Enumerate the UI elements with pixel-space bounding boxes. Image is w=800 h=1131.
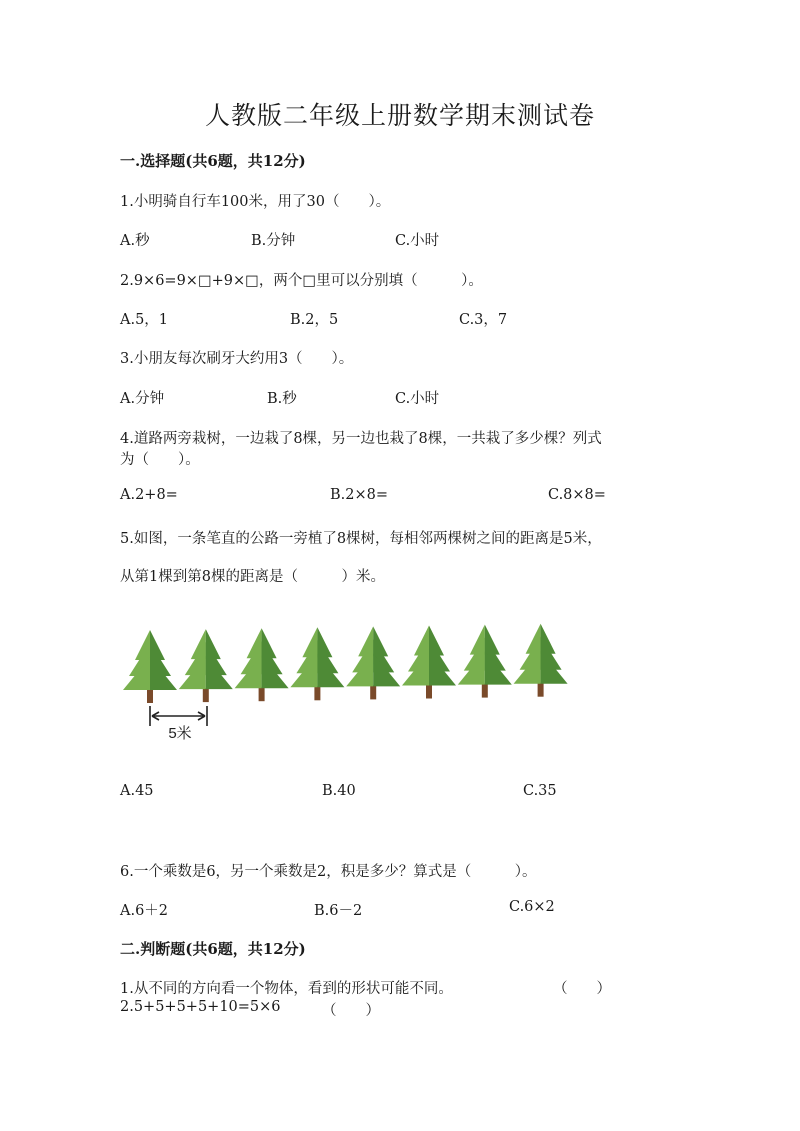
q4-option-a: A.2+8= xyxy=(120,487,178,503)
q3-option-c: C.小时 xyxy=(395,391,440,407)
tree-6 xyxy=(402,626,456,699)
q6-option-b: B.6－2 xyxy=(314,903,363,919)
question-5-line-2: 从第1棵到第8棵的距离是（ ）米。 xyxy=(120,569,385,585)
question-4-line-2: 为（ ）。 xyxy=(120,452,200,468)
trees-group xyxy=(123,624,568,703)
q5-option-c: C.35 xyxy=(523,783,557,799)
distance-label: 5米 xyxy=(168,725,192,742)
section-heading-choice: 一.选择题(共6题，共12分) xyxy=(120,152,306,170)
tree-4 xyxy=(290,627,344,700)
question-6: 6.一个乘数是6，另一个乘数是2，积是多少？算式是（ ）。 xyxy=(120,864,537,880)
question-3: 3.小朋友每次刷牙大约用3（ ）。 xyxy=(120,351,354,367)
q2-option-b: B.2，5 xyxy=(290,312,339,328)
q4-option-c: C.8×8= xyxy=(548,487,606,503)
q1-option-c: C.小时 xyxy=(395,233,440,249)
q3-option-a: A.分钟 xyxy=(120,391,165,407)
tree-3 xyxy=(235,628,289,701)
page-title: 人教版二年级上册数学期末测试卷 xyxy=(204,101,595,130)
q3-option-b: B.秒 xyxy=(267,391,297,407)
q5-option-a: A.45 xyxy=(120,783,154,799)
q5-option-b: B.40 xyxy=(322,783,356,799)
tree-5 xyxy=(346,626,400,699)
judgement-1-bracket: （ ） xyxy=(553,981,611,997)
q1-option-a: A.秒 xyxy=(120,233,150,249)
q1-option-b: B.分钟 xyxy=(251,233,296,249)
q4-option-b: B.2×8= xyxy=(330,487,389,503)
tree-2 xyxy=(179,629,233,702)
q2-option-c: C.3，7 xyxy=(459,312,508,328)
distance-marker xyxy=(150,706,207,726)
tree-7 xyxy=(458,625,512,698)
tree-row-figure xyxy=(118,620,578,750)
q6-option-c: C.6×2 xyxy=(509,899,555,915)
question-1: 1.小明骑自行车100米，用了30（ ）。 xyxy=(120,194,391,210)
section-heading-judgement: 二.判断题(共6题，共12分) xyxy=(120,940,306,958)
q2-option-a: A.5，1 xyxy=(120,312,169,328)
judgement-question-2: 2.5+5+5+5+10=5×6 xyxy=(120,999,281,1015)
q6-option-a: A.6＋2 xyxy=(120,903,169,919)
question-5-line-1: 5.如图，一条笔直的公路一旁植了8棵树，每相邻两棵树之间的距离是5米， xyxy=(120,531,602,547)
tree-8 xyxy=(514,624,568,697)
tree-1 xyxy=(123,630,177,703)
question-4-line-1: 4.道路两旁栽树，一边栽了8棵，另一边也栽了8棵，一共栽了多少棵？列式 xyxy=(120,431,602,447)
judgement-question-1: 1.从不同的方向看一个物体，看到的形状可能不同。 xyxy=(120,981,453,997)
judgement-2-bracket: （ ） xyxy=(322,1003,380,1019)
question-2: 2.9×6=9×□+9×□，两个□里可以分别填（ ）。 xyxy=(120,273,483,289)
